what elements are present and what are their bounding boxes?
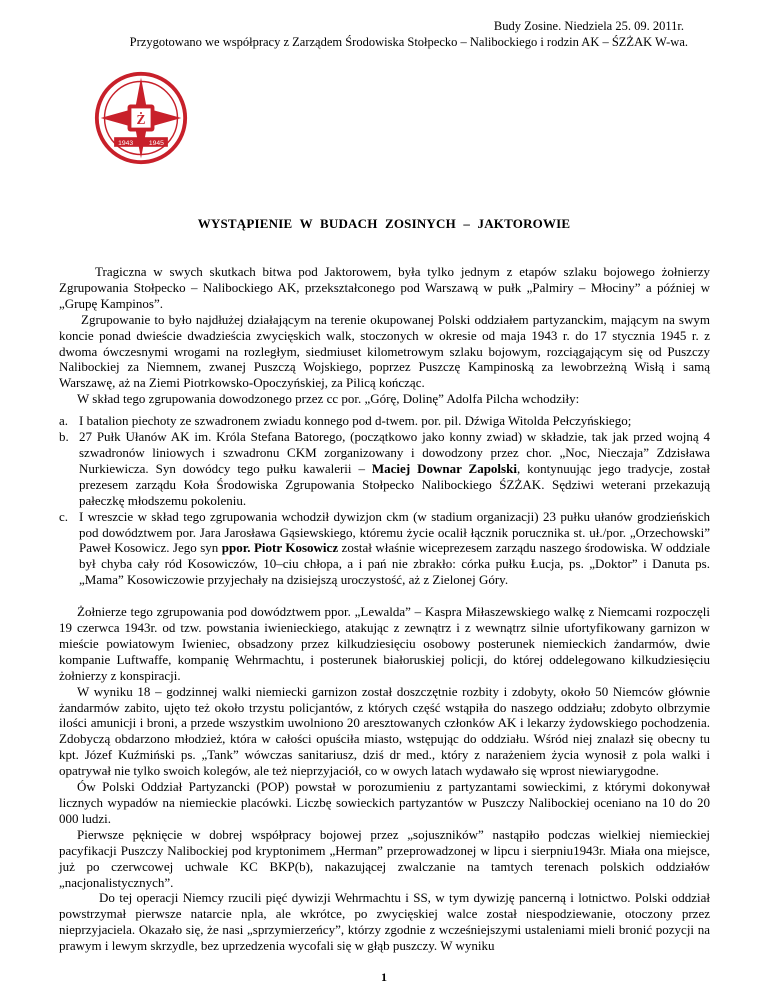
document-title: WYSTĄPIENIE W BUDACH ZOSINYCH – JAKTOROWIE	[197, 216, 571, 231]
association-emblem-logo	[93, 70, 189, 166]
logo-year-right: 1945	[148, 139, 164, 147]
list-marker: a.	[59, 413, 69, 429]
document-body	[59, 264, 710, 954]
list-item	[59, 429, 710, 509]
unit-composition-list	[59, 413, 710, 588]
page-number: 1	[381, 970, 387, 984]
highlighted-name: Maciej Downar Zapolski	[371, 460, 517, 476]
paragraph-iwieniec-uprising: Żołnierze tego zgrupowania pod dowództwem ppor. „Lewalda” – Kaspra Miłaszewskiego walkę z Niemcami rozpoczęli 19 czerwca 1943r. od tzw. powstania iwienieckiego, atakując z zewnątrz i z wewnątrz silnie ufortyfikowany garnizon w mieście powiatowym Iwieniec, obsadzony przez kilkudziesięciu osobowy posterunek niemieckich żandarmów, dwie kompanie Luftwaffe, kompanię Wehrmachtu, i posterunek białoruskiej policji, do której oddelegowano kilkudziesięciu żołnierzy z konspiracji.	[59, 604, 710, 683]
paragraph-intro: Tragiczna w swych skutkach bitwa pod Jaktorowem, była tylko jednym z etapów szlaku bojowego żołnierzy Zgrupowania Stołpecko – Nalibockiego AK, przekształconego pod Warszawą w pułk „Palmiry – Młociny” a później w „Grupę Kampinos”.	[59, 264, 710, 311]
paragraph-composition-lead: W skład tego zgrupowania dowodzonego przez cc por. „Górę, Dolinę” Adolfa Pilcha wchodziły:	[77, 391, 580, 407]
paragraph-herman-pacification: Pierwsze pęknięcie w dobrej współpracy bojowej przez „sojuszników” nastąpiło podczas wielkiej niemieckiej pacyfikacji Puszczy Nalibockiej pod kryptonimem „Herman” przeprowadzonej w lipcu i sierpniu1943r. Miała ona miejsce, już po czerwcowej uchwale KC BKP(b), nakazującej zwalczanie na tamtych terenach polskich oddziałów „nacjonalistycznych”.	[59, 826, 710, 890]
list-item-text: I batalion piechoty ze szwadronem zwiadu konnego pod d-twem. por. pil. Dźwiga Witolda Pełczyńskiego;	[79, 413, 632, 429]
list-item	[59, 413, 710, 429]
list-item-text: został właśnie wiceprezesem zarządu naszego środowiska. W oddziale był chyba cały ród Kosowiczów, 10–ciu chłopa, a i pań nie zbrakło: córka pułku Łucja, ps. „Doktor” i Danuta ps. „Mama” Kosowiczowie przyjechały na dzisiejszą uroczystość, aż z Zielonej Góry.	[79, 540, 711, 588]
paragraph-group-history: Zgrupowanie to było najdłużej działającym na terenie okupowanej Polski oddziałem partyzanckim, mającym na swym koncie ponad dwieście dwadzieścia zwycięskich walk, stoczonych w okresie od maja 1943 r. do 17 stycznia 1945 r. z dwoma ówczesnymi wrogami na rozległym, siedmiuset kilometrowym szlaku bojowym, rozciągającym się od Puszczy Nalibockiej za Niemnem, zwanej Puszczą Wojskiego, poprzez Puszczę Kampinoską za lewobrzeżną Wisłą i samą Warszawę, aż na Ziemi Piotrkowsko-Opoczyńskiej, za Pilicą kończąc.	[59, 311, 710, 391]
list-item-text: , kontynuując jego tradycje, został prezesem zarządu Koła Środowiska Zgrupowania Stołpecko Nalibockiego ŚZŻAK. Sędziwi weterani przekazują pałeczkę młodszemu pokoleniu.	[79, 460, 710, 508]
list-item	[59, 509, 710, 589]
logo-year-left: 1943	[118, 139, 134, 147]
list-item-text: 27 Pułk Ułanów AK im. Króla Stefana Batorego, (początkowo jako konny zwiad) w składzie, tak jak przed wojną 4 szwadronów liniowych i szwadronu CKM zorganizowany i dowodzony przez chor. „Noc, Nieczaja” Zdzisława Nurkiewicza. Syn dowódcy tego pułku kawalerii –	[79, 429, 710, 476]
paragraph-battle-outcome: W wyniku 18 – godzinnej walki niemiecki garnizon został doszczętnie rozbity i zdobyty, około 50 Niemców głównie żandarmów zabito, ujęto też około trzystu policjantów, z których część wstąpiła do naszego oddziału; zdobyto olbrzymie ilości amunicji i broni, a przede wszystkim uwolniono 20 aresztowanych członków AK i lekarzy żydowskiego pochodzenia. Zdobyczą obdarzono młodzież, która w całości opuściła miasto, wstępując do oddziału. Wśród niej znalazł się obecny tu kpt. Józef Kuźmiński ps. „Tank” wówczas sanitariusz, dziś dr med., który z narażeniem życia wynosił z pola walki i opatrywał nie tylko swoich kolegów, ale też nieprzyjaciół, co w owych latach wydawało się wprost niewiarygodne.	[59, 683, 710, 779]
header-date: Budy Zosine. Niedziela 25. 09. 2011r.	[493, 19, 684, 33]
header-cooperation-note: Przygotowano we współpracy z Zarządem Środowiska Stołpecko – Nalibockiego i rodzin AK – ŚZŻAK W-wa.	[129, 35, 688, 49]
list-marker: c.	[59, 508, 69, 524]
svg-text:Ż: Ż	[136, 111, 146, 127]
highlighted-name: ppor. Piotr Kosowicz	[221, 540, 339, 556]
paragraph-pop-origin: Ów Polski Oddział Partyzancki (POP) powstał w porozumieniu z partyzantami sowieckimi, z którymi dokonywał licznych wypadów na niemieckie placówki. Liczbę sowieckich partyzantów w Puszczy Nalibockiej oceniano na 10 do 20 000 ludzi.	[59, 779, 710, 826]
list-item-text: I wreszcie w skład tego zgrupowania wchodził dywizjon ckm (w stadium organizacji) 23 pułku ułanów grodzieńskich pod dowództwem por. Jara Jarosława Gąsiewskiego, któremu życie ocalił łącznik porucznika st. uł./por. „Orzechowski” Paweł Kosowicz. Jego syn	[79, 508, 710, 556]
paragraph-german-operation: Do tej operacji Niemcy rzucili pięć dywizji Wehrmachtu i SS, w tym dywizję pancerną i lotnictwo. Polski oddział powstrzymał pierwsze natarcie npla, ale wkrótce, po zwycięskiej walce został niespodziewanie, otoczony przez nieprzyjaciela. Okazało się, że nasi „sprzymierzeńcy”, którzy zgodnie z wcześniejszymi ustaleniami mieli bronić pozycji na prawym i lewym skrzydle, bez uprzedzenia wycofali się w głąb puszczy. W wyniku	[59, 890, 710, 954]
list-marker: b.	[59, 429, 69, 445]
